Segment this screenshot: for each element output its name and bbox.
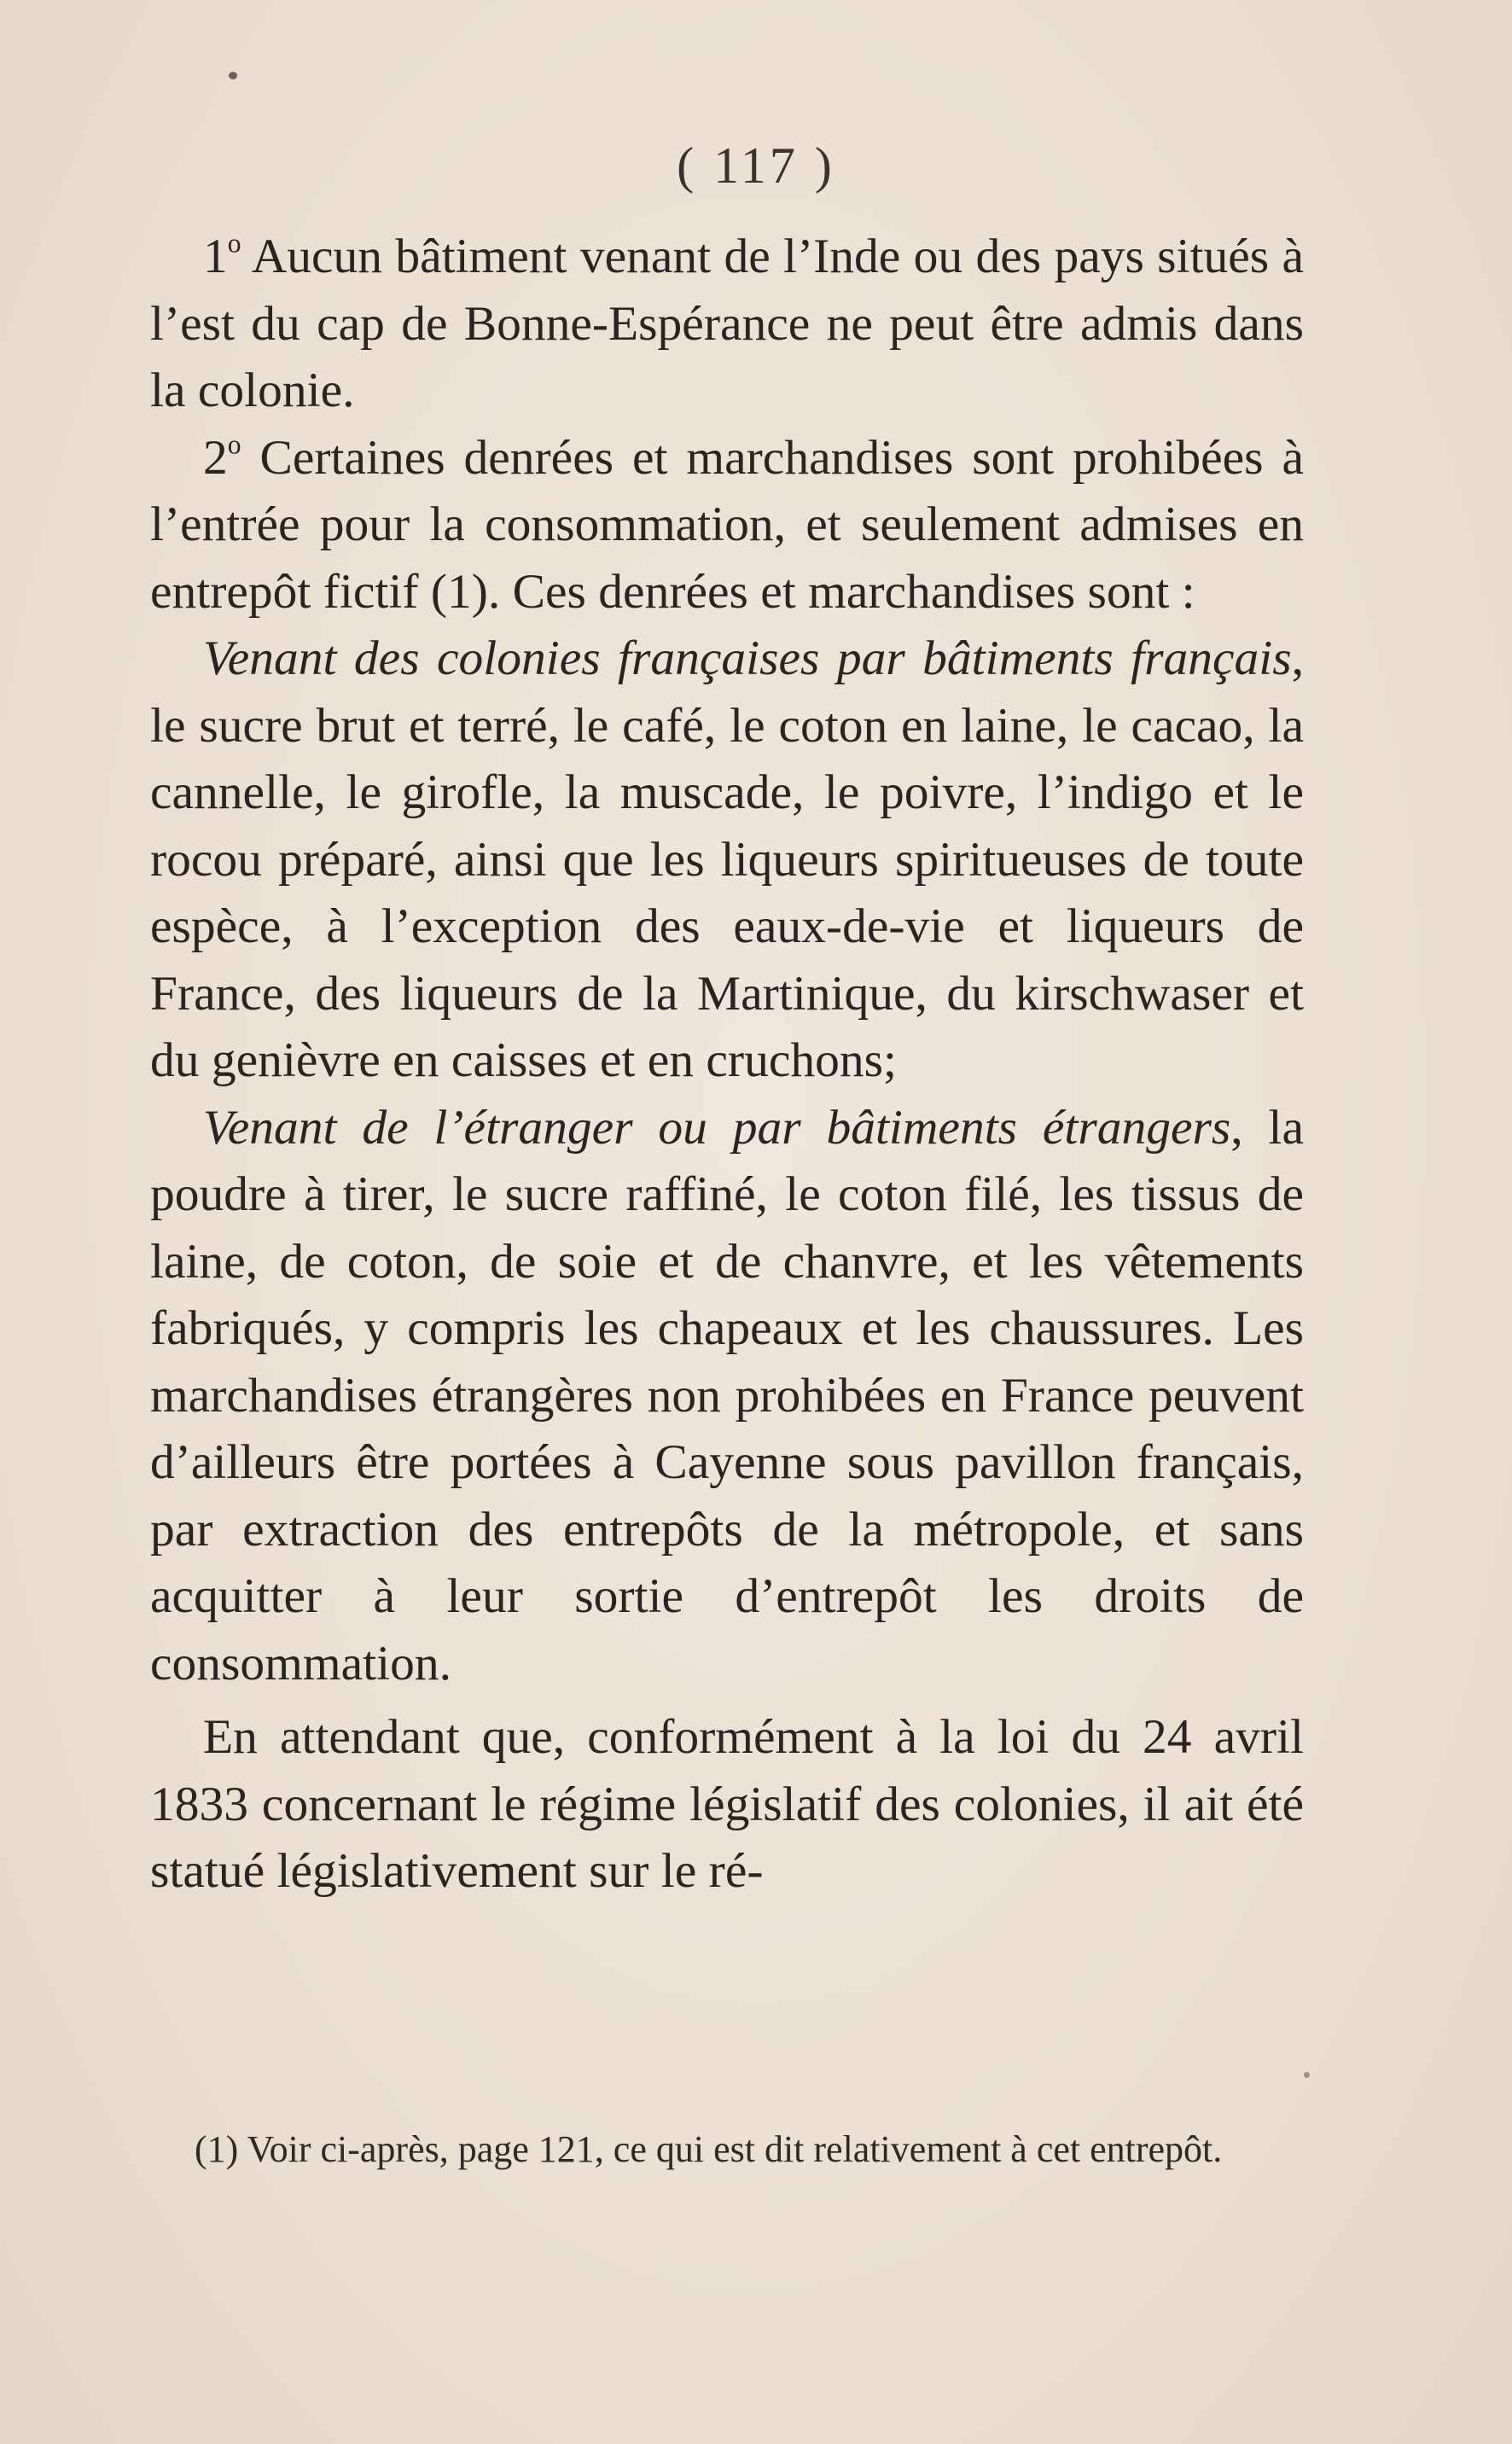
paragraph-1 xyxy=(150,224,1304,425)
italic-heading: Venant des colonies françaises par bâtiments français xyxy=(203,631,1292,685)
paragraph-text: Aucun bâtiment venant de l’Inde ou des pays situés à l’est du cap de Bonne-Espérance ne peut être admis dans la colonie. xyxy=(150,230,1304,417)
ink-speck xyxy=(1304,2072,1310,2078)
paragraph-3 xyxy=(150,626,1304,1095)
body-text xyxy=(150,224,1304,1906)
italic-heading: Venant de l’étranger ou par bâtiments étrangers xyxy=(203,1100,1231,1155)
paragraph-text: , la poudre à tirer, le sucre raffiné, le coton filé, les tissus de laine, de coton, de soie et de chanvre, et les vêtements fabriqués, y compris les chapeaux et les chaussures. Les marchandises étrangères non prohibées en France peuvent d’ailleurs être portées à Cayenne sous pavillon français, par extraction des entrepôts de la métropole, et sans acquitter à leur sortie d’entrepôt les droits de consommation. xyxy=(150,1100,1304,1690)
paragraph-text: Certaines denrées et marchandises sont prohibées à l’entrée pour la consommation, et seulement admises en entrepôt fictif (1). Ces denrées et marchandises sont : xyxy=(150,430,1304,619)
item-marker: 1 xyxy=(203,230,228,283)
ink-speck xyxy=(229,72,237,79)
paragraph-text: En attendant que, conformément à la loi du 24 avril 1833 concernant le régime législatif des colonies, il ait été statué législativement sur le ré- xyxy=(150,1710,1304,1898)
paragraph-2 xyxy=(150,425,1304,626)
footnote: (1) Voir ci-après, page 121, ce qui est dit relativement à cet entrepôt. xyxy=(195,2128,1223,2170)
ordinal-sup: o xyxy=(227,228,241,259)
page-number: ( 117 ) xyxy=(677,137,835,194)
item-marker: 2 xyxy=(203,430,228,485)
paragraph-text: , le sucre brut et terré, le café, le coton en laine, le cacao, la cannelle, le girofle, la muscade, le poivre, l’indigo et le rocou préparé, ainsi que les liqueurs spiritueuses de toute espèce, à l’exception des eaux-de-vie et liqueurs de France, des liqueurs de la Martinique, du kirschwaser et du genièvre en caisses et en cruchons; xyxy=(150,631,1304,1087)
paragraph-5 xyxy=(150,1704,1304,1906)
ordinal-sup: o xyxy=(227,428,241,459)
paragraph-4 xyxy=(150,1095,1304,1698)
